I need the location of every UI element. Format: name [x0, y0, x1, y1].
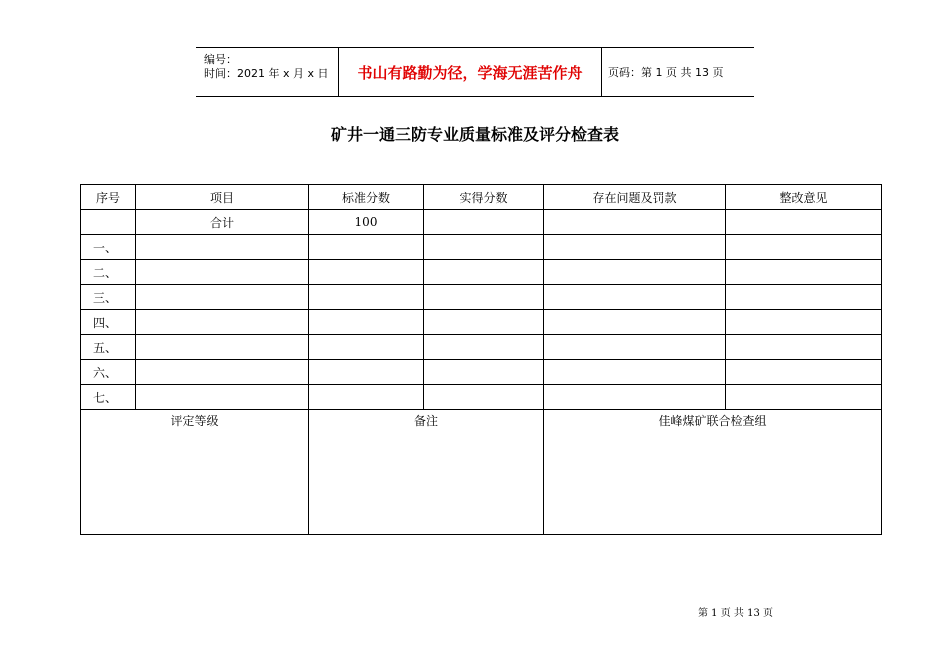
- page-number: 第 1 页 共 13 页: [698, 608, 773, 619]
- table-cell: [726, 260, 882, 285]
- row-number: 五、: [81, 335, 136, 360]
- table-cell: [309, 335, 424, 360]
- table-cell: [544, 260, 726, 285]
- row-number: 七、: [81, 385, 136, 410]
- table-row: [81, 335, 882, 360]
- table-cell: [309, 260, 424, 285]
- table-cell: [424, 285, 544, 310]
- table-cell: [424, 335, 544, 360]
- table-cell: [544, 235, 726, 260]
- table-header-row: [81, 185, 882, 210]
- table-cell: [424, 260, 544, 285]
- table-cell: [309, 235, 424, 260]
- header-cell: 存在问题及罚款: [544, 185, 726, 210]
- table-cell: [309, 360, 424, 385]
- table-row: [81, 385, 882, 410]
- header-cell: 整改意见: [726, 185, 882, 210]
- table-cell: [136, 285, 309, 310]
- table-cell: [424, 210, 544, 235]
- remarks-cell: 备注: [309, 410, 544, 535]
- table-cell: [136, 235, 309, 260]
- number-label: 编号：: [204, 53, 237, 66]
- table-cell: [726, 360, 882, 385]
- table-cell: [136, 360, 309, 385]
- table-cell: [726, 210, 882, 235]
- table-cell: [544, 310, 726, 335]
- table-cell: [726, 385, 882, 410]
- row-number: 三、: [81, 285, 136, 310]
- header-box: [196, 47, 754, 97]
- time-label: 时间：2021 年 x 月 x 日: [204, 67, 329, 80]
- table-cell: [726, 235, 882, 260]
- table-cell: [726, 335, 882, 360]
- table-cell: [136, 385, 309, 410]
- table-row: [81, 285, 882, 310]
- table-row: [81, 235, 882, 260]
- row-number: 四、: [81, 310, 136, 335]
- table-cell: [136, 310, 309, 335]
- total-label: 合计: [136, 210, 309, 235]
- table-cell: [309, 310, 424, 335]
- table-cell: [726, 310, 882, 335]
- header-cell: 序号: [81, 185, 136, 210]
- row-number: 六、: [81, 360, 136, 385]
- header-cell: 实得分数: [424, 185, 544, 210]
- table-cell: [544, 335, 726, 360]
- total-standard: 100: [309, 210, 424, 235]
- rating-cell: 评定等级: [81, 410, 309, 535]
- table-cell: [544, 210, 726, 235]
- motto: 书山有路勤为径，学海无涯苦作舟: [339, 48, 602, 96]
- table-cell: [544, 285, 726, 310]
- page-info: 页码：第 1 页 共 13 页: [608, 66, 724, 79]
- footer-row: [81, 410, 882, 535]
- table-cell: [309, 385, 424, 410]
- table-cell: [544, 360, 726, 385]
- header-meta-cell: [196, 48, 339, 96]
- table-cell: [726, 285, 882, 310]
- score-table: [80, 184, 882, 535]
- table-row: [81, 260, 882, 285]
- table-row: [81, 310, 882, 335]
- header-cell: 标准分数: [309, 185, 424, 210]
- table-cell: [424, 385, 544, 410]
- table-cell: [544, 385, 726, 410]
- table-cell: [136, 260, 309, 285]
- table-cell: [424, 310, 544, 335]
- row-number: 一、: [81, 235, 136, 260]
- table-row: [81, 360, 882, 385]
- table-cell: [309, 285, 424, 310]
- table-cell: [424, 360, 544, 385]
- table-cell: [81, 210, 136, 235]
- document-title: 矿井一通三防专业质量标准及评分检查表: [330, 125, 619, 144]
- table-cell: [136, 335, 309, 360]
- header-cell: 项目: [136, 185, 309, 210]
- table-cell: [424, 235, 544, 260]
- inspection-group-cell: 佳峰煤矿联合检查组: [544, 410, 882, 535]
- total-row: [81, 210, 882, 235]
- row-number: 二、: [81, 260, 136, 285]
